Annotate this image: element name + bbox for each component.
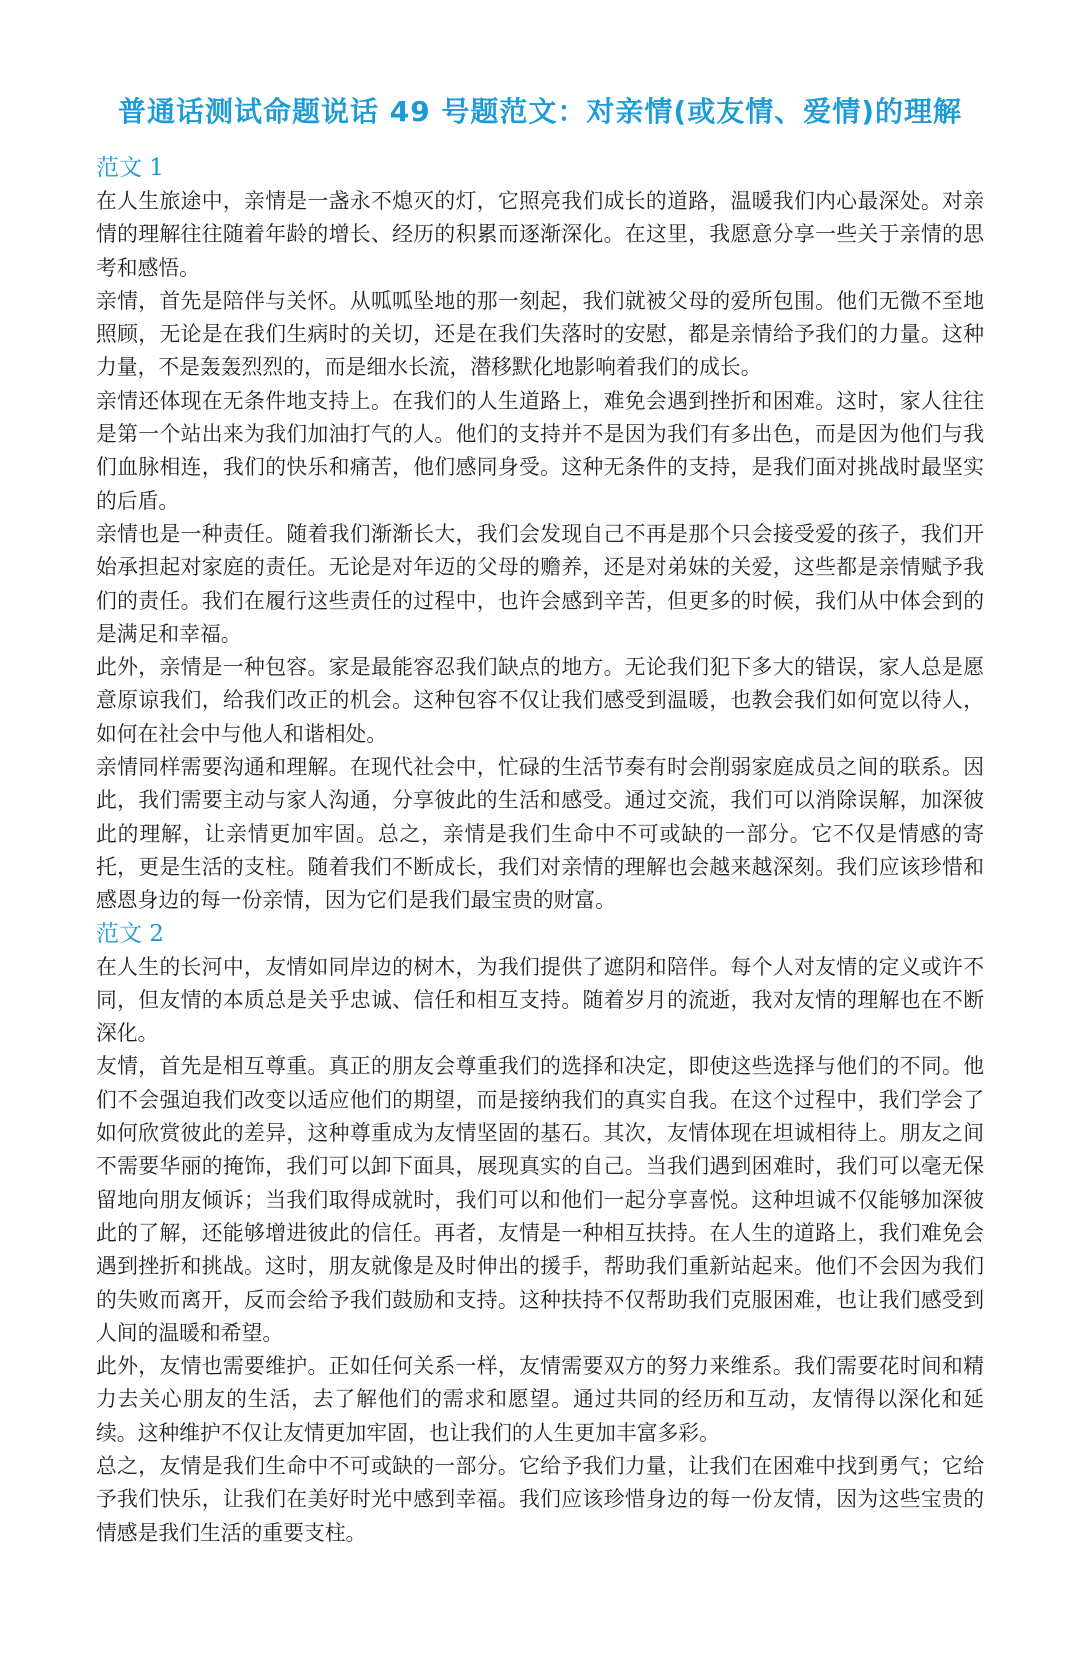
- paragraph: 亲情还体现在无条件地支持上。在我们的人生道路上，难免会遇到挫折和困难。这时，家人往往是第一个站出来为我们加油打气的人。他们的支持并不是因为我们有多出色，而是因为他们与我们血脉相连，我们的快乐和痛苦，他们感同身受。这种无条件的支持，是我们面对挑战时最坚实的后盾。: [96, 388, 984, 513]
- paragraph: 在人生旅途中，亲情是一盏永不熄灭的灯，它照亮我们成长的道路，温暖我们内心最深处。对亲情的理解往往随着年龄的增长、经历的积累而逐渐深化。在这里，我愿意分享一些关于亲情的思考和感悟。: [96, 189, 984, 280]
- paragraph: 总之，友情是我们生命中不可或缺的一部分。它给予我们力量，让我们在困难中找到勇气；它给予我们快乐，让我们在美好时光中感到幸福。我们应该珍惜身边的每一份友情，因为这些宝贵的情感是我们生活的重要支柱。: [96, 1453, 984, 1545]
- document-title: 普通话测试命题说话 49 号题范文：对亲情(或友情、爱情)的理解: [117, 95, 963, 128]
- paragraph: 友情，首先是相互尊重。真正的朋友会尊重我们的选择和决定，即使这些选择与他们的不同。他们不会强迫我们改变以适应他们的期望，而是接纳我们的真实自我。在这个过程中，我们学会了如何欣赏彼此的差异，这种尊重成为友情坚固的基石。其次，友情体现在坦诚相待上。朋友之间不需要华丽的掩饰，我们可以卸下面具，展现真实的自己。当我们遇到困难时，我们可以毫无保留地向朋友倾诉；当我们取得成就时，我们可以和他们一起分享喜悦。这种坦诚不仅能够加深彼此的了解，还能够增进彼此的信任。再者，友情是一种相互扶持。在人生的道路上，我们难免会遇到挫折和挑战。这时，朋友就像是及时伸出的援手，帮助我们重新站起来。他们不会因为我们的失败而离开，反而会给予我们鼓励和支持。这种扶持不仅帮助我们克服困难，也让我们感受到人间的温暖和希望。: [96, 1054, 984, 1345]
- paragraph: 此外，亲情是一种包容。家是最能容忍我们缺点的地方。无论我们犯下多大的错误，家人总是愿意原谅我们，给我们改正的机会。这种包容不仅让我们感受到温暖，也教会我们如何宽以待人，如何在社会中与他人和谐相处。: [96, 655, 984, 746]
- paragraph: 在人生的长河中，友情如同岸边的树木，为我们提供了遮阴和陪伴。每个人对友情的定义或许不同，但友情的本质总是关乎忠诚、信任和相互支持。随着岁月的流逝，我对友情的理解也在不断深化。: [96, 954, 984, 1046]
- paragraph: 此外，友情也需要维护。正如任何关系一样，友情需要双方的努力来维系。我们需要花时间和精力去关心朋友的生活，去了解他们的需求和愿望。通过共同的经历和互动，友情得以深化和延续。这种维护不仅让友情更加牢固，也让我们的人生更加丰富多彩。: [96, 1354, 984, 1445]
- section-heading: 范文 2: [96, 920, 164, 947]
- paragraph: 亲情同样需要沟通和理解。在现代社会中，忙碌的生活节奏有时会削弱家庭成员之间的联系。因此，我们需要主动与家人沟通，分享彼此的生活和感受。通过交流，我们可以消除误解，加深彼此的理解，让亲情更加牢固。总之，亲情是我们生命中不可或缺的一部分。它不仅是情感的寄托，更是生活的支柱。随着我们不断成长，我们对亲情的理解也会越来越深刻。我们应该珍惜和感恩身边的每一份亲情，因为它们是我们最宝贵的财富。: [96, 755, 984, 913]
- paragraph: 亲情，首先是陪伴与关怀。从呱呱坠地的那一刻起，我们就被父母的爱所包围。他们无微不至地照顾，无论是在我们生病时的关切，还是在我们失落时的安慰，都是亲情给予我们的力量。这种力量，不是轰轰烈烈的，而是细水长流，潜移默化地影响着我们的成长。: [96, 288, 984, 380]
- essay-section-1: [96, 152, 984, 918]
- essay-section-2: [96, 918, 984, 1550]
- section-heading: 范文 1: [96, 155, 164, 181]
- paragraph: 亲情也是一种责任。随着我们渐渐长大，我们会发现自己不再是那个只会接受爱的孩子，我们开始承担起对家庭的责任。无论是对年迈的父母的赡养，还是对弟妹的关爱，这些都是亲情赋予我们的责任。我们在履行这些责任的过程中，也许会感到辛苦，但更多的时候，我们从中体会到的是满足和幸福。: [96, 521, 984, 646]
